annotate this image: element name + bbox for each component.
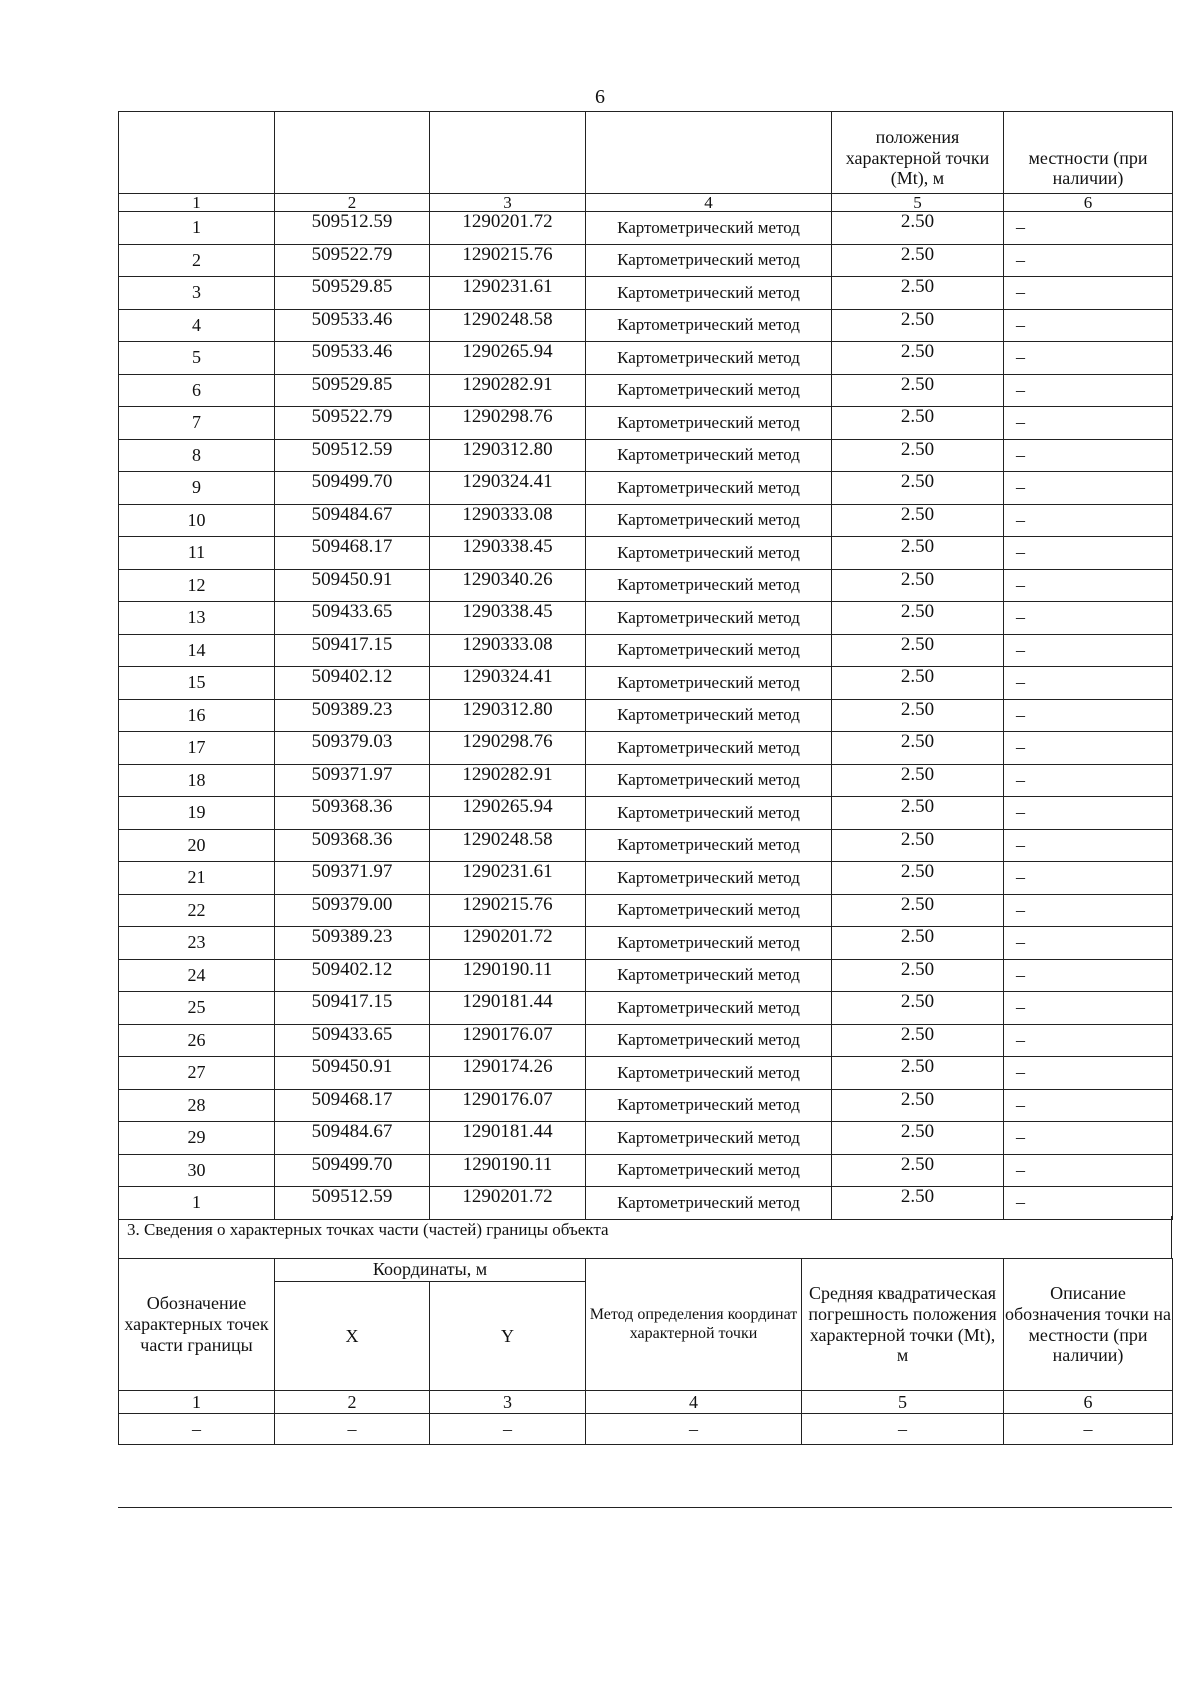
description: – bbox=[1004, 732, 1173, 765]
coord-x: 509499.70 bbox=[275, 1154, 430, 1187]
coord-y: 1290298.76 bbox=[430, 407, 586, 440]
coord-x: 509368.36 bbox=[275, 797, 430, 830]
error-value: 2.50 bbox=[832, 439, 1004, 472]
table-row bbox=[119, 992, 1173, 1025]
method: Картометрический метод bbox=[586, 1057, 832, 1090]
error-value: 2.50 bbox=[832, 537, 1004, 570]
column-number: 6 bbox=[1004, 194, 1173, 212]
error-value: 2.50 bbox=[832, 732, 1004, 765]
table-row bbox=[119, 244, 1173, 277]
coord-y: 1290340.26 bbox=[430, 569, 586, 602]
coord-x: 509512.59 bbox=[275, 439, 430, 472]
column-number: 5 bbox=[802, 1391, 1004, 1414]
point-number: 1 bbox=[119, 1187, 275, 1220]
coord-y: 1290298.76 bbox=[430, 732, 586, 765]
section-3-title: 3. Сведения о характерных точках части (частей) границы объекта bbox=[118, 1216, 1172, 1258]
description: – bbox=[1004, 569, 1173, 602]
empty-cell: – bbox=[1004, 1414, 1173, 1445]
coord-y: 1290282.91 bbox=[430, 764, 586, 797]
coord-x: 509417.15 bbox=[275, 634, 430, 667]
point-number: 6 bbox=[119, 374, 275, 407]
coord-x: 509484.67 bbox=[275, 504, 430, 537]
header-cell-error: положения характерной точки (Mt), м bbox=[832, 112, 1004, 194]
header-coordinates: Координаты, м bbox=[275, 1259, 586, 1282]
description: – bbox=[1004, 1057, 1173, 1090]
table-row bbox=[119, 504, 1173, 537]
point-number: 12 bbox=[119, 569, 275, 602]
coord-x: 509512.59 bbox=[275, 212, 430, 245]
method: Картометрический метод bbox=[586, 439, 832, 472]
coord-y: 1290338.45 bbox=[430, 602, 586, 635]
point-number: 17 bbox=[119, 732, 275, 765]
coord-x: 509450.91 bbox=[275, 1057, 430, 1090]
error-value: 2.50 bbox=[832, 569, 1004, 602]
description: – bbox=[1004, 439, 1173, 472]
header-point-designation: Обозначение характерных точек части границы bbox=[119, 1259, 275, 1391]
coord-x: 509468.17 bbox=[275, 537, 430, 570]
point-number: 19 bbox=[119, 797, 275, 830]
coord-y: 1290231.61 bbox=[430, 862, 586, 895]
method: Картометрический метод bbox=[586, 277, 832, 310]
sub-column-numbers-row bbox=[119, 1391, 1173, 1414]
point-number: 1 bbox=[119, 212, 275, 245]
coord-y: 1290282.91 bbox=[430, 374, 586, 407]
column-number: 5 bbox=[832, 194, 1004, 212]
description: – bbox=[1004, 602, 1173, 635]
coord-y: 1290176.07 bbox=[430, 1089, 586, 1122]
header-x: X bbox=[275, 1282, 430, 1391]
error-value: 2.50 bbox=[832, 374, 1004, 407]
coord-y: 1290176.07 bbox=[430, 1024, 586, 1057]
description: – bbox=[1004, 537, 1173, 570]
error-value: 2.50 bbox=[832, 1122, 1004, 1155]
coord-x: 509450.91 bbox=[275, 569, 430, 602]
coord-x: 509529.85 bbox=[275, 374, 430, 407]
point-number: 15 bbox=[119, 667, 275, 700]
description: – bbox=[1004, 504, 1173, 537]
method: Картометрический метод bbox=[586, 1089, 832, 1122]
coord-y: 1290333.08 bbox=[430, 634, 586, 667]
empty-cell: – bbox=[119, 1414, 275, 1445]
point-number: 18 bbox=[119, 764, 275, 797]
table-row bbox=[119, 959, 1173, 992]
point-number: 3 bbox=[119, 277, 275, 310]
table-row bbox=[119, 894, 1173, 927]
header-cell bbox=[119, 112, 275, 194]
table-row bbox=[119, 407, 1173, 440]
table-row bbox=[119, 667, 1173, 700]
coord-y: 1290215.76 bbox=[430, 894, 586, 927]
table-row bbox=[119, 472, 1173, 505]
coord-x: 509379.00 bbox=[275, 894, 430, 927]
header-cell bbox=[275, 112, 430, 194]
table-row bbox=[119, 797, 1173, 830]
table-row bbox=[119, 1089, 1173, 1122]
error-value: 2.50 bbox=[832, 244, 1004, 277]
column-numbers-row bbox=[119, 194, 1173, 212]
description: – bbox=[1004, 1154, 1173, 1187]
description: – bbox=[1004, 1187, 1173, 1220]
table-row bbox=[119, 699, 1173, 732]
header-cell bbox=[586, 112, 832, 194]
point-number: 5 bbox=[119, 342, 275, 375]
error-value: 2.50 bbox=[832, 992, 1004, 1025]
method: Картометрический метод bbox=[586, 342, 832, 375]
description: – bbox=[1004, 959, 1173, 992]
column-number: 2 bbox=[275, 1391, 430, 1414]
point-number: 13 bbox=[119, 602, 275, 635]
error-value: 2.50 bbox=[832, 277, 1004, 310]
column-number: 2 bbox=[275, 194, 430, 212]
coord-x: 509522.79 bbox=[275, 244, 430, 277]
error-value: 2.50 bbox=[832, 764, 1004, 797]
column-number: 4 bbox=[586, 1391, 802, 1414]
method: Картометрический метод bbox=[586, 407, 832, 440]
coord-y: 1290181.44 bbox=[430, 992, 586, 1025]
coord-y: 1290265.94 bbox=[430, 797, 586, 830]
column-number: 3 bbox=[430, 1391, 586, 1414]
coord-x: 509512.59 bbox=[275, 1187, 430, 1220]
point-number: 28 bbox=[119, 1089, 275, 1122]
coord-y: 1290312.80 bbox=[430, 699, 586, 732]
coord-x: 509533.46 bbox=[275, 342, 430, 375]
method: Картометрический метод bbox=[586, 212, 832, 245]
table-row bbox=[119, 1057, 1173, 1090]
point-number: 24 bbox=[119, 959, 275, 992]
description: – bbox=[1004, 309, 1173, 342]
point-number: 29 bbox=[119, 1122, 275, 1155]
error-value: 2.50 bbox=[832, 1187, 1004, 1220]
header-cell-description: местности (при наличии) bbox=[1004, 112, 1173, 194]
coord-y: 1290324.41 bbox=[430, 472, 586, 505]
header-method: Метод определения координат характерной точки bbox=[586, 1259, 802, 1391]
description: – bbox=[1004, 212, 1173, 245]
error-value: 2.50 bbox=[832, 959, 1004, 992]
description: – bbox=[1004, 634, 1173, 667]
coord-x: 509433.65 bbox=[275, 602, 430, 635]
coord-y: 1290190.11 bbox=[430, 1154, 586, 1187]
error-value: 2.50 bbox=[832, 342, 1004, 375]
error-value: 2.50 bbox=[832, 1154, 1004, 1187]
coord-x: 509368.36 bbox=[275, 829, 430, 862]
method: Картометрический метод bbox=[586, 569, 832, 602]
description: – bbox=[1004, 992, 1173, 1025]
description: – bbox=[1004, 244, 1173, 277]
description: – bbox=[1004, 699, 1173, 732]
page-number: 6 bbox=[595, 86, 605, 108]
coord-y: 1290248.58 bbox=[430, 829, 586, 862]
point-number: 16 bbox=[119, 699, 275, 732]
method: Картометрический метод bbox=[586, 667, 832, 700]
method: Картометрический метод bbox=[586, 829, 832, 862]
header-row bbox=[119, 112, 1173, 194]
coord-y: 1290190.11 bbox=[430, 959, 586, 992]
description: – bbox=[1004, 829, 1173, 862]
coord-y: 1290333.08 bbox=[430, 504, 586, 537]
method: Картометрический метод bbox=[586, 504, 832, 537]
table-row bbox=[119, 569, 1173, 602]
error-value: 2.50 bbox=[832, 212, 1004, 245]
table-row bbox=[119, 537, 1173, 570]
error-value: 2.50 bbox=[832, 797, 1004, 830]
point-number: 21 bbox=[119, 862, 275, 895]
part-boundary-points-table bbox=[118, 1258, 1173, 1445]
point-number: 25 bbox=[119, 992, 275, 1025]
table-row bbox=[119, 634, 1173, 667]
coord-y: 1290201.72 bbox=[430, 212, 586, 245]
coord-x: 509389.23 bbox=[275, 927, 430, 960]
method: Картометрический метод bbox=[586, 959, 832, 992]
coord-y: 1290181.44 bbox=[430, 1122, 586, 1155]
table-row bbox=[119, 342, 1173, 375]
error-value: 2.50 bbox=[832, 1089, 1004, 1122]
coord-y: 1290248.58 bbox=[430, 309, 586, 342]
column-number: 6 bbox=[1004, 1391, 1173, 1414]
point-number: 8 bbox=[119, 439, 275, 472]
description: – bbox=[1004, 894, 1173, 927]
table-row bbox=[119, 1024, 1173, 1057]
coord-y: 1290201.72 bbox=[430, 927, 586, 960]
error-value: 2.50 bbox=[832, 667, 1004, 700]
method: Картометрический метод bbox=[586, 309, 832, 342]
coord-y: 1290174.26 bbox=[430, 1057, 586, 1090]
point-number: 4 bbox=[119, 309, 275, 342]
boundary-points-table bbox=[118, 111, 1173, 1220]
error-value: 2.50 bbox=[832, 407, 1004, 440]
coord-y: 1290265.94 bbox=[430, 342, 586, 375]
coord-x: 509484.67 bbox=[275, 1122, 430, 1155]
method: Картометрический метод bbox=[586, 992, 832, 1025]
method: Картометрический метод bbox=[586, 797, 832, 830]
description: – bbox=[1004, 927, 1173, 960]
header-error: Средняя квадратическая погрешность положения характерной точки (Mt), м bbox=[802, 1259, 1004, 1391]
table-row bbox=[119, 1187, 1173, 1220]
table-row bbox=[119, 764, 1173, 797]
table-row bbox=[119, 602, 1173, 635]
point-number: 20 bbox=[119, 829, 275, 862]
table-row bbox=[119, 212, 1173, 245]
error-value: 2.50 bbox=[832, 927, 1004, 960]
method: Картометрический метод bbox=[586, 927, 832, 960]
description: – bbox=[1004, 667, 1173, 700]
description: – bbox=[1004, 1024, 1173, 1057]
point-number: 7 bbox=[119, 407, 275, 440]
method: Картометрический метод bbox=[586, 862, 832, 895]
method: Картометрический метод bbox=[586, 537, 832, 570]
coord-x: 509379.03 bbox=[275, 732, 430, 765]
table-row bbox=[119, 309, 1173, 342]
method: Картометрический метод bbox=[586, 1024, 832, 1057]
method: Картометрический метод bbox=[586, 732, 832, 765]
column-number: 1 bbox=[119, 1391, 275, 1414]
coord-y: 1290312.80 bbox=[430, 439, 586, 472]
coord-y: 1290338.45 bbox=[430, 537, 586, 570]
coord-y: 1290231.61 bbox=[430, 277, 586, 310]
method: Картометрический метод bbox=[586, 634, 832, 667]
error-value: 2.50 bbox=[832, 1024, 1004, 1057]
coord-y: 1290324.41 bbox=[430, 667, 586, 700]
method: Картометрический метод bbox=[586, 1154, 832, 1187]
empty-row bbox=[119, 1414, 1173, 1445]
description: – bbox=[1004, 277, 1173, 310]
method: Картометрический метод bbox=[586, 1122, 832, 1155]
empty-cell: – bbox=[802, 1414, 1004, 1445]
error-value: 2.50 bbox=[832, 699, 1004, 732]
method: Картометрический метод bbox=[586, 244, 832, 277]
coord-x: 509402.12 bbox=[275, 667, 430, 700]
method: Картометрический метод bbox=[586, 699, 832, 732]
table-row bbox=[119, 732, 1173, 765]
method: Картометрический метод bbox=[586, 374, 832, 407]
coord-x: 509389.23 bbox=[275, 699, 430, 732]
description: – bbox=[1004, 407, 1173, 440]
sub-header-row bbox=[119, 1259, 1173, 1282]
point-number: 30 bbox=[119, 1154, 275, 1187]
empty-cell: – bbox=[430, 1414, 586, 1445]
coord-y: 1290201.72 bbox=[430, 1187, 586, 1220]
error-value: 2.50 bbox=[832, 472, 1004, 505]
error-value: 2.50 bbox=[832, 1057, 1004, 1090]
empty-cell: – bbox=[586, 1414, 802, 1445]
coord-x: 509522.79 bbox=[275, 407, 430, 440]
point-number: 11 bbox=[119, 537, 275, 570]
coord-x: 509371.97 bbox=[275, 862, 430, 895]
coord-x: 509417.15 bbox=[275, 992, 430, 1025]
description: – bbox=[1004, 472, 1173, 505]
error-value: 2.50 bbox=[832, 602, 1004, 635]
point-number: 14 bbox=[119, 634, 275, 667]
method: Картометрический метод bbox=[586, 764, 832, 797]
table-row bbox=[119, 1122, 1173, 1155]
point-number: 26 bbox=[119, 1024, 275, 1057]
table-row bbox=[119, 374, 1173, 407]
point-number: 2 bbox=[119, 244, 275, 277]
description: – bbox=[1004, 764, 1173, 797]
description: – bbox=[1004, 797, 1173, 830]
header-description: Описание обозначения точки на местности (при наличии) bbox=[1004, 1259, 1173, 1391]
column-number: 1 bbox=[119, 194, 275, 212]
description: – bbox=[1004, 342, 1173, 375]
column-number: 4 bbox=[586, 194, 832, 212]
table-row bbox=[119, 439, 1173, 472]
header-cell bbox=[430, 112, 586, 194]
coord-x: 509402.12 bbox=[275, 959, 430, 992]
coord-x: 509371.97 bbox=[275, 764, 430, 797]
coord-x: 509533.46 bbox=[275, 309, 430, 342]
coord-x: 509499.70 bbox=[275, 472, 430, 505]
coord-y: 1290215.76 bbox=[430, 244, 586, 277]
description: – bbox=[1004, 374, 1173, 407]
footer-divider bbox=[118, 1507, 1172, 1508]
table-row bbox=[119, 829, 1173, 862]
coord-x: 509529.85 bbox=[275, 277, 430, 310]
table-row bbox=[119, 927, 1173, 960]
coord-x: 509433.65 bbox=[275, 1024, 430, 1057]
method: Картометрический метод bbox=[586, 602, 832, 635]
description: – bbox=[1004, 1089, 1173, 1122]
coord-x: 509468.17 bbox=[275, 1089, 430, 1122]
point-number: 10 bbox=[119, 504, 275, 537]
error-value: 2.50 bbox=[832, 504, 1004, 537]
error-value: 2.50 bbox=[832, 634, 1004, 667]
method: Картометрический метод bbox=[586, 472, 832, 505]
error-value: 2.50 bbox=[832, 309, 1004, 342]
point-number: 22 bbox=[119, 894, 275, 927]
empty-cell: – bbox=[275, 1414, 430, 1445]
table-row bbox=[119, 277, 1173, 310]
point-number: 27 bbox=[119, 1057, 275, 1090]
method: Картометрический метод bbox=[586, 1187, 832, 1220]
method: Картометрический метод bbox=[586, 894, 832, 927]
description: – bbox=[1004, 1122, 1173, 1155]
column-number: 3 bbox=[430, 194, 586, 212]
header-y: Y bbox=[430, 1282, 586, 1391]
table-row bbox=[119, 862, 1173, 895]
error-value: 2.50 bbox=[832, 829, 1004, 862]
point-number: 23 bbox=[119, 927, 275, 960]
table-row bbox=[119, 1154, 1173, 1187]
error-value: 2.50 bbox=[832, 894, 1004, 927]
error-value: 2.50 bbox=[832, 862, 1004, 895]
description: – bbox=[1004, 862, 1173, 895]
point-number: 9 bbox=[119, 472, 275, 505]
